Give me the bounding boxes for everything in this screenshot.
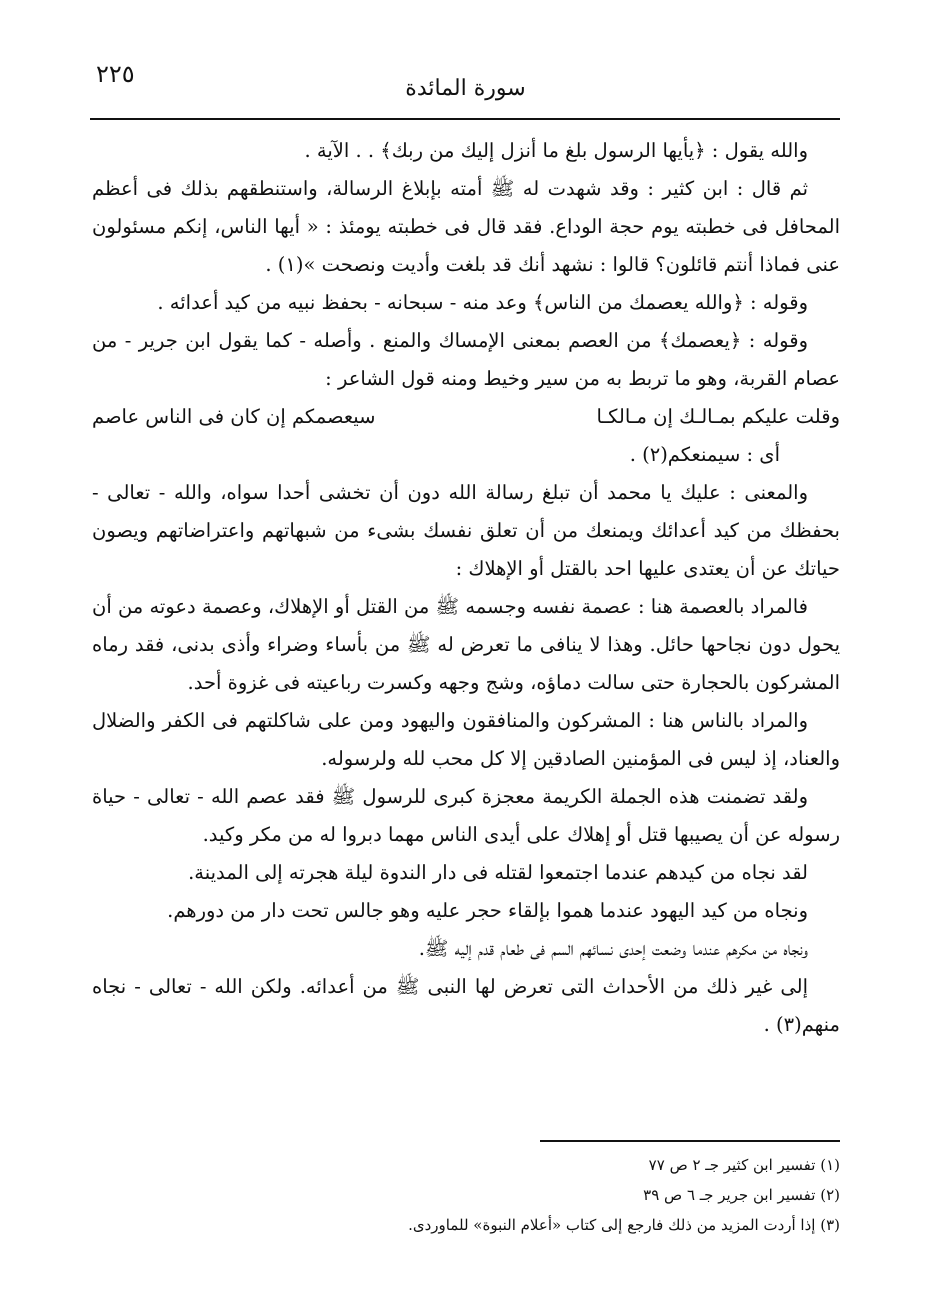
poetry-verse	[92, 398, 840, 436]
paragraph: ونجاه من مكرهم عندما وضعت إحدى نسائهم السم فى طعام قدم إليه ﷺ.	[418, 937, 808, 960]
paragraph: والمعنى : عليك يا محمد أن تبلغ رسالة الله دون أن تخشى أحدا سواه، والله - تعالى - بحفظك من كيد أعدائك ويمنعك من أن تعلق نفسك بشىء من شبهاتهم واعتراضاتهم ويصون حياتك عن أن يعتدى عليها احد بالقتل أو الإهلاك :	[92, 481, 840, 580]
paragraph: وقوله : ﴿يعصمك﴾ من العصم بمعنى الإمساك والمنع . وأصله - كما يقول ابن جرير - من عصام القربة، وهو ما تربط به من سير وخيط ومنه قول الشاعر :	[92, 329, 840, 390]
running-title: سورة المائدة	[405, 76, 526, 101]
verse-hemistich-left: سيعصمكم إن كان فى الناس عاصم	[92, 405, 376, 428]
header-rule	[90, 118, 840, 120]
paragraph: والله يقول : ﴿يأيها الرسول بلغ ما أنزل إليك من ربك﴾ . . الآية .	[304, 139, 808, 162]
verse-hemistich-right: وقلت عليكم بمـالـك إن مـالكـا	[596, 405, 840, 428]
paragraph: ونجاه من كيد اليهود عندما هموا بإلقاء حجر عليه وهو جالس تحت دار من دورهم.	[167, 899, 808, 922]
paragraph: لقد نجاه من كيدهم عندما اجتمعوا لقتله فى دار الندوة ليلة هجرته إلى المدينة.	[188, 861, 808, 884]
footnote: (٢) تفسير ابن جرير جـ ٦ ص ٣٩	[643, 1186, 840, 1204]
paragraph: ولقد تضمنت هذه الجملة الكريمة معجزة كبرى للرسول ﷺ فقد عصم الله - تعالى - حياة رسوله عن أن يصيبها قتل أو إهلاك على أيدى الناس مهما دبروا له من مكر وكيد.	[92, 785, 840, 846]
verse-gloss: أى : سيمنعكم(٢) .	[629, 443, 780, 466]
paragraph: إلى غير ذلك من الأحداث التى تعرض لها النبى ﷺ من أعدائه. ولكن الله - تعالى - نجاه منهم(٣) .	[92, 975, 840, 1036]
paragraph: فالمراد بالعصمة هنا : عصمة نفسه وجسمه ﷺ من القتل أو الإهلاك، وعصمة دعوته من أن يحول دون نجاحها حائل. وهذا لا ينافى ما تعرض له ﷺ من بأساء وضراء وأذى بدنى، فقد رماه المشركون بالحجارة حتى سالت دماؤه، وشج وجهه وكسرت رباعيته فى غزوة أحد.	[92, 595, 840, 694]
footnotes	[200, 1150, 840, 1240]
body-text	[92, 132, 840, 1044]
page-number: ٢٢٥	[96, 60, 135, 88]
paragraph: وقوله : ﴿والله يعصمك من الناس﴾ وعد منه - سبحانه - بحفظ نبيه من كيد أعدائه .	[157, 291, 808, 314]
paragraph: ثم قال : ابن كثير : وقد شهدت له ﷺ أمته بإبلاغ الرسالة، واستنطقهم بذلك فى أعظم المحافل فى خطبته يوم حجة الوداع. فقد قال فى خطبته يومئذ : « أيها الناس، إنكم مسئولون عنى فماذا أنتم قائلون؟ قالوا : نشهد أنك قد بلغت وأديت ونصحت »(١) .	[92, 177, 840, 276]
footnote-rule	[540, 1140, 840, 1142]
footnote: (٣) إذا أردت المزيد من ذلك فارجع إلى كتاب «أعلام النبوة» للماوردى.	[408, 1216, 840, 1234]
footnote: (١) تفسير ابن كثير جـ ٢ ص ٧٧	[648, 1156, 840, 1174]
paragraph: والمراد بالناس هنا : المشركون والمنافقون واليهود ومن على شاكلتهم فى الكفر والضلال والعناد، إذ ليس فى المؤمنين الصادقين إلا كل محب لله ولرسوله.	[92, 709, 840, 770]
